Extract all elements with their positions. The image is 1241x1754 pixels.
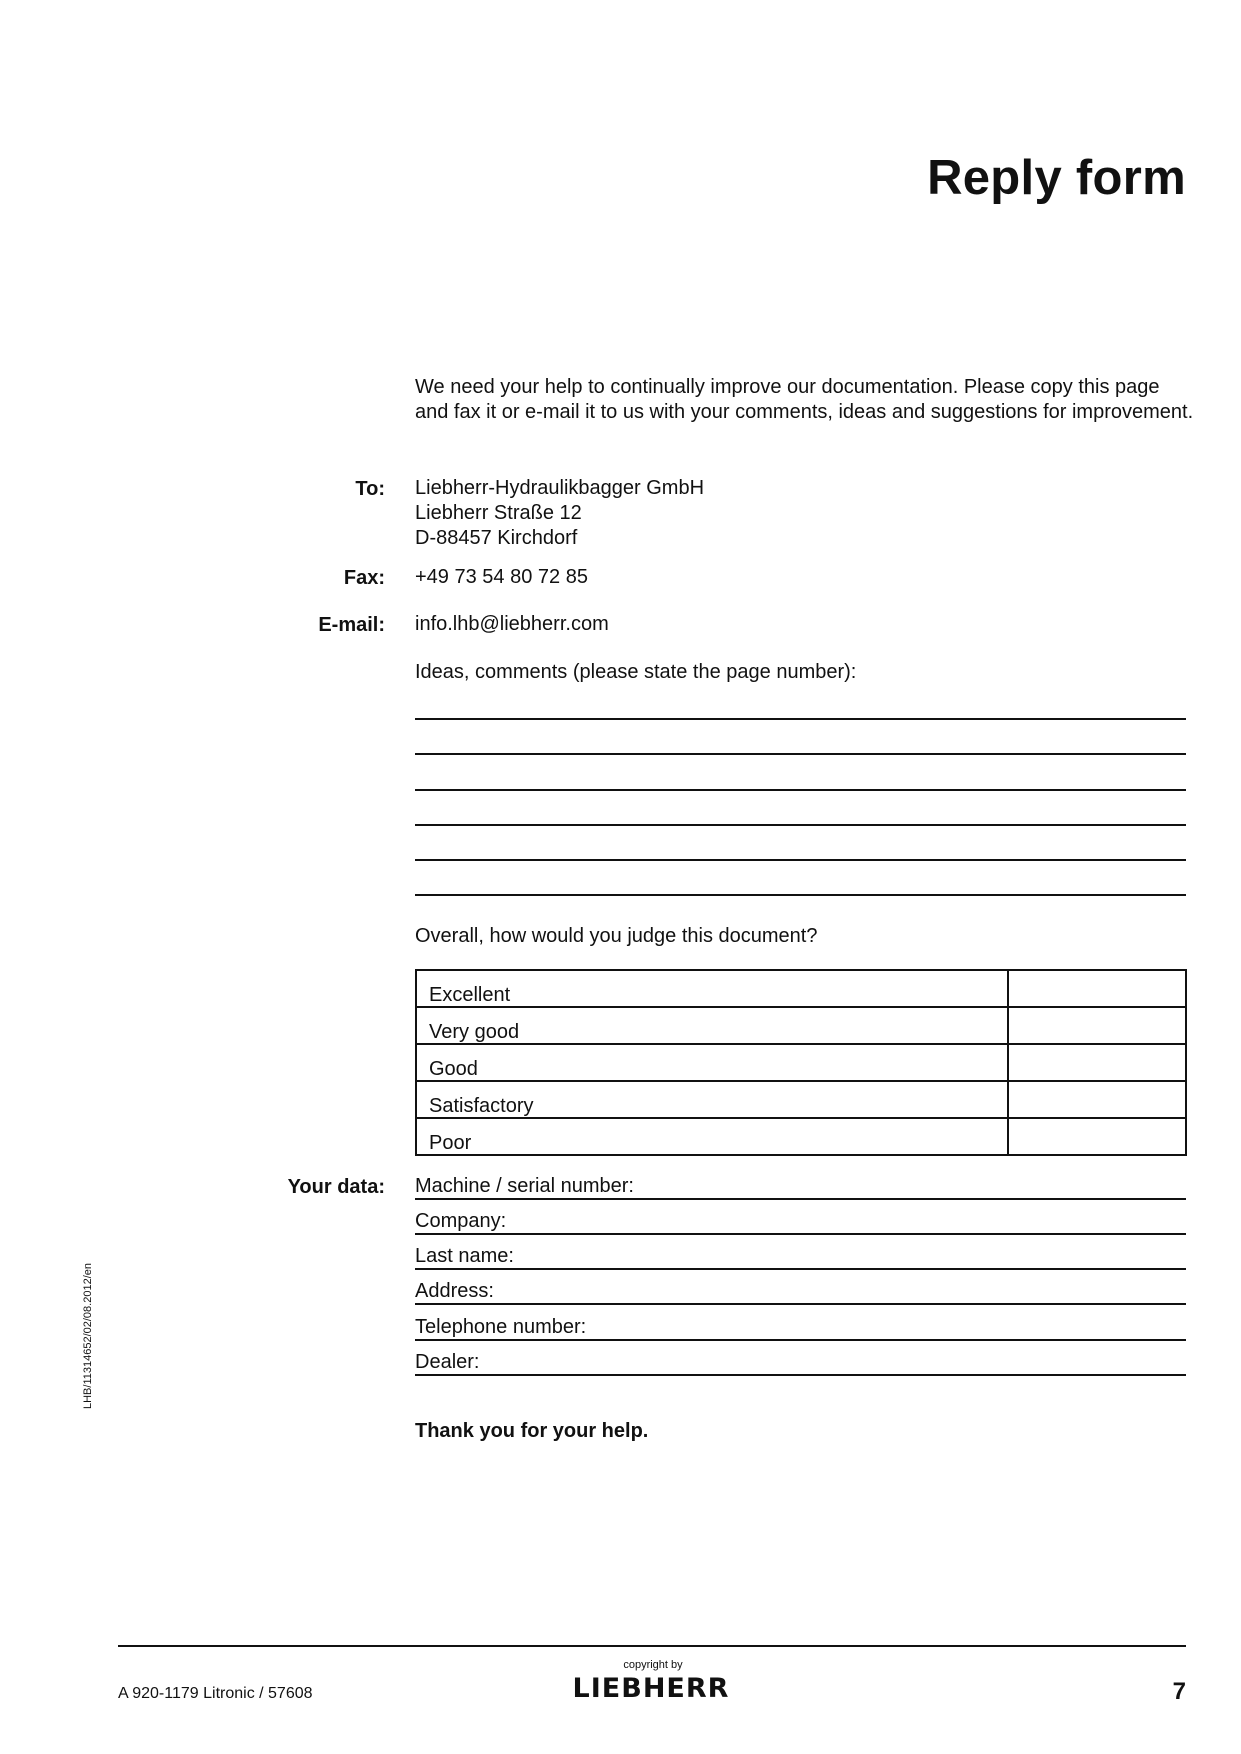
page-title: Reply form (927, 151, 1186, 205)
comment-line[interactable] (415, 789, 1186, 791)
rating-checkbox-excellent[interactable] (1008, 970, 1186, 1007)
to-label: To: (355, 478, 385, 500)
rating-option-label: Poor (416, 1118, 1008, 1155)
field-machine-serial[interactable]: Machine / serial number: (415, 1174, 1186, 1200)
field-address[interactable]: Address: (415, 1279, 1186, 1305)
page-number: 7 (1172, 1678, 1186, 1705)
document-code: LHB/11314652/02/08.2012/en (82, 1263, 94, 1409)
table-row (416, 1118, 1186, 1155)
thanks-text: Thank you for your help. (415, 1420, 649, 1442)
to-line-street: Liebherr Straße 12 (415, 502, 582, 524)
rating-checkbox-satisfactory[interactable] (1008, 1081, 1186, 1118)
email-value[interactable]: info.lhb@liebherr.com (415, 613, 609, 635)
rating-option-label: Good (416, 1044, 1008, 1081)
rating-table (415, 969, 1187, 1156)
field-dealer[interactable]: Dealer: (415, 1350, 1186, 1376)
intro-text: We need your help to continually improve our documentation. Please copy this page and fax it or e-mail it to us with your comments, ideas and suggestions for improvement. (415, 376, 1194, 423)
rating-checkbox-very-good[interactable] (1008, 1007, 1186, 1044)
rating-question: Overall, how would you judge this document? (415, 925, 818, 947)
table-row (416, 1007, 1186, 1044)
fax-value: +49 73 54 80 72 85 (415, 566, 588, 588)
field-last-name[interactable]: Last name: (415, 1244, 1186, 1270)
logo-wordmark: LIEBHERR (572, 1673, 730, 1703)
to-line-company: Liebherr-Hydraulikbagger GmbH (415, 477, 705, 499)
liebherr-logo (556, 1671, 746, 1703)
comments-prompt: Ideas, comments (please state the page number): (415, 661, 857, 683)
copyright-text: copyright by (623, 1659, 683, 1671)
rating-checkbox-good[interactable] (1008, 1044, 1186, 1081)
field-company[interactable]: Company: (415, 1209, 1186, 1235)
document-reference: A 920-1179 Litronic / 57608 (118, 1685, 313, 1702)
table-row (416, 1081, 1186, 1118)
table-row (416, 1044, 1186, 1081)
rating-option-label: Satisfactory (416, 1081, 1008, 1118)
your-data-label: Your data: (287, 1176, 385, 1198)
footer-divider (118, 1645, 1186, 1647)
table-row (416, 970, 1186, 1007)
email-label: E-mail: (318, 614, 385, 636)
rating-option-label: Excellent (416, 970, 1008, 1007)
comment-line[interactable] (415, 753, 1186, 755)
field-telephone[interactable]: Telephone number: (415, 1315, 1186, 1341)
comment-line[interactable] (415, 894, 1186, 896)
comment-line[interactable] (415, 824, 1186, 826)
rating-checkbox-poor[interactable] (1008, 1118, 1186, 1155)
comment-line[interactable] (415, 718, 1186, 720)
to-line-city: D-88457 Kirchdorf (415, 527, 578, 549)
comment-line[interactable] (415, 859, 1186, 861)
rating-option-label: Very good (416, 1007, 1008, 1044)
fax-label: Fax: (343, 567, 385, 589)
